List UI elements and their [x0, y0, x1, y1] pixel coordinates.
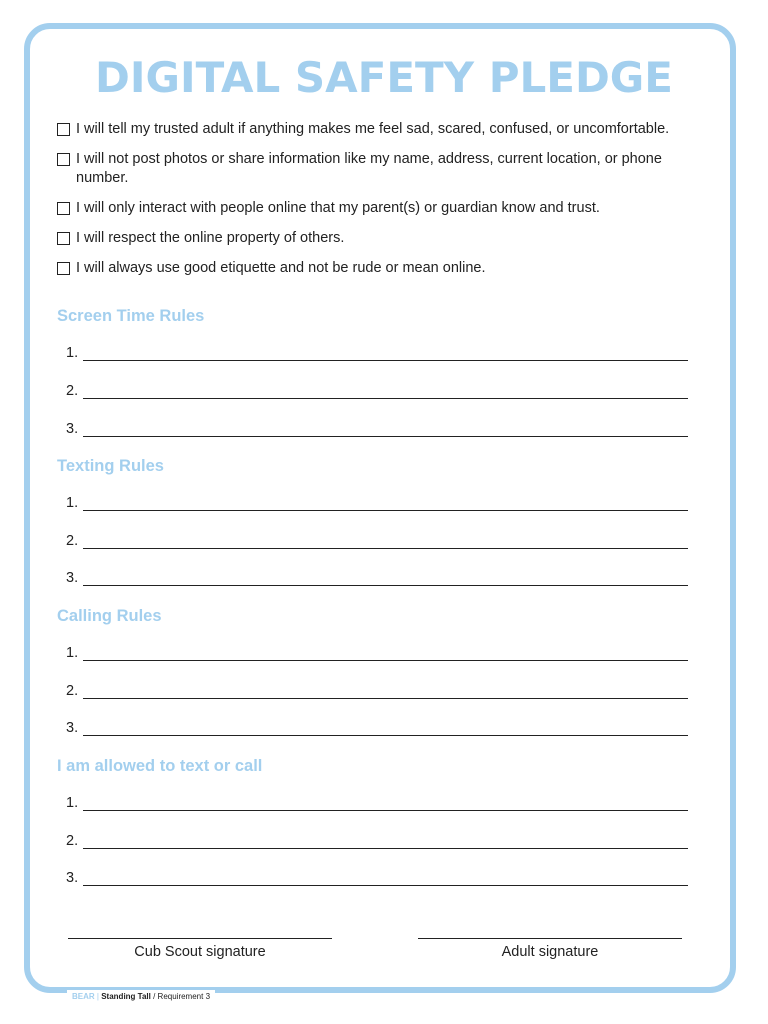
rule-number: 1.: [66, 645, 79, 661]
rule-line[interactable]: [66, 831, 688, 851]
rule-number: 2.: [66, 383, 79, 399]
section-heading-texting: Texting Rules: [57, 457, 164, 475]
pledge-text: I will always use good etiquette and not be rude or mean online.: [76, 260, 486, 276]
pledge-text: I will respect the online property of others.: [76, 230, 345, 246]
cub-scout-signature-label: Cub Scout signature: [134, 944, 266, 960]
rule-number: 2.: [66, 833, 79, 849]
page-footer: [67, 990, 215, 1003]
rule-number: 1.: [66, 495, 79, 511]
rule-number: 3.: [66, 570, 79, 586]
checkbox[interactable]: [57, 202, 70, 215]
write-line: [83, 585, 688, 586]
write-line: [83, 360, 688, 361]
rule-line[interactable]: [66, 531, 688, 551]
pledge-text: I will only interact with people online that my parent(s) or guardian know and trust.: [76, 200, 600, 216]
rule-line[interactable]: [66, 868, 688, 888]
rule-line[interactable]: [66, 718, 688, 738]
footer-requirement: / Requirement 3: [153, 992, 211, 1001]
write-line: [83, 848, 688, 849]
pledge-item: [57, 229, 707, 248]
write-line: [83, 398, 688, 399]
write-line: [83, 660, 688, 661]
footer-adventure: Standing Tall: [101, 992, 151, 1001]
pledge-text: I will tell my trusted adult if anything makes me feel sad, scared, confused, or uncomfortable.: [76, 121, 670, 137]
page-title: DIGITAL SAFETY PLEDGE: [95, 53, 673, 102]
write-line: [83, 436, 688, 437]
checkbox[interactable]: [57, 262, 70, 275]
write-line: [83, 698, 688, 699]
footer-brand: BEAR: [72, 992, 95, 1001]
rule-line[interactable]: [66, 643, 688, 663]
write-line: [83, 735, 688, 736]
pledge-item: [57, 259, 707, 278]
rule-line[interactable]: [66, 568, 688, 588]
rule-line[interactable]: [66, 793, 688, 813]
adult-signature-label: Adult signature: [501, 944, 599, 960]
rule-line[interactable]: [66, 681, 688, 701]
rule-number: 1.: [66, 345, 79, 361]
write-line: [83, 810, 688, 811]
cub-scout-signature-line[interactable]: [68, 938, 332, 939]
pledge-item: [57, 120, 707, 139]
checkbox[interactable]: [57, 232, 70, 245]
rule-line[interactable]: [66, 381, 688, 401]
write-line: [83, 548, 688, 549]
rule-line[interactable]: [66, 343, 688, 363]
rule-number: 3.: [66, 870, 79, 886]
section-heading-screen-time: Screen Time Rules: [57, 307, 205, 325]
checkbox[interactable]: [57, 123, 70, 136]
checkbox[interactable]: [57, 153, 70, 166]
write-line: [83, 510, 688, 511]
pledge-list: [57, 120, 707, 278]
rule-number: 3.: [66, 421, 79, 437]
rule-number: 2.: [66, 533, 79, 549]
section-heading-allowed-contacts: I am allowed to text or call: [57, 757, 263, 775]
rule-line[interactable]: [66, 493, 688, 513]
pledge-text: I will not post photos or share information like my name, address, current location, or phone number.: [76, 151, 662, 186]
pledge-item: [57, 199, 707, 218]
rule-number: 3.: [66, 720, 79, 736]
rule-number: 2.: [66, 683, 79, 699]
adult-signature-line[interactable]: [418, 938, 682, 939]
write-line: [83, 885, 688, 886]
pledge-item: [57, 150, 707, 188]
section-heading-calling: Calling Rules: [57, 607, 162, 625]
footer-separator: |: [96, 992, 99, 1001]
rule-number: 1.: [66, 795, 79, 811]
rule-line[interactable]: [66, 419, 688, 439]
